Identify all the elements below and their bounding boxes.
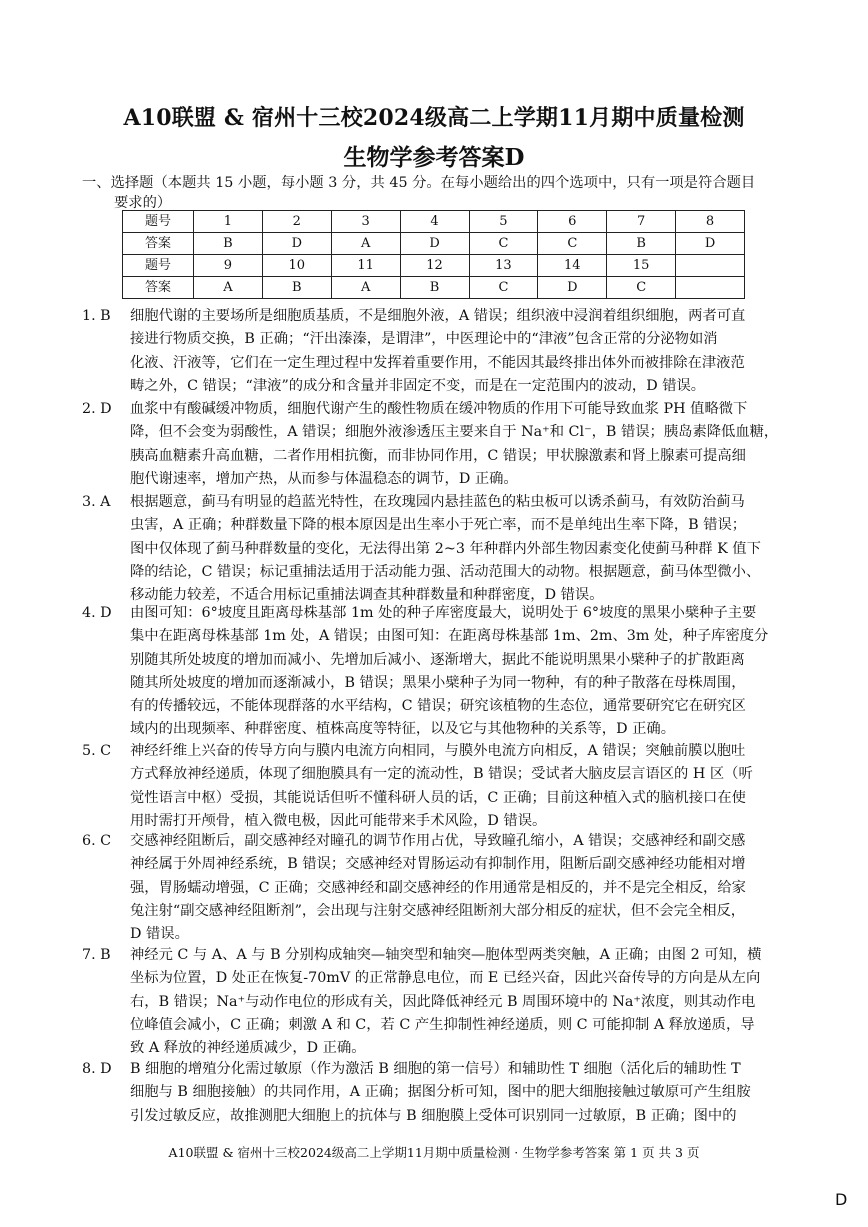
- answer-table-cell: 9: [194, 255, 263, 277]
- answer-table-cell: 14: [538, 255, 607, 277]
- section-heading: [82, 173, 782, 213]
- answer-table-cell: 11: [331, 255, 400, 277]
- answer-table-cell: D: [262, 233, 331, 255]
- document-title: A10联盟 & 宿州十三校2024级高二上学期11月期中质量检测: [123, 105, 745, 131]
- answer-table-cell: 2: [262, 211, 331, 233]
- answer-table-cell: 12: [400, 255, 469, 277]
- item-explanation: 根据题意，蓟马有明显的趋蓝光特性，在玫瑰园内悬挂蓝色的粘虫板可以诱杀蓟马，有效防治蓟马 虫害，A 正确；种群数量下降的根本原因是出生率小于死亡率，而不是单纯出生率下降，B 错误； 图中仅体现了蓟马种群数量的变化，无法得出第 2~3 年种群内外部生物因素变化使蓟马种群 K 值下 降的结论，C 错误；标记重捕法适用于活动能力强、活动范围大的动物。根据题意，蓟马体型微小、 移动能力较差，不适合用标记重捕法调查其种群数量和种群密度，D 错误。: [130, 494, 761, 604]
- corner-mark: D: [835, 1190, 848, 1209]
- answer-item-3: [82, 491, 785, 607]
- section-heading-line1: 一、选择题（本题共 15 小题，每小题 3 分，共 45 分。在每小题给出的四个选项中，只有一项是符合题目: [82, 175, 756, 191]
- item-explanation: 血浆中有酸碱缓冲物质，细胞代谢产生的酸性物质在缓冲物质的作用下可能导致血浆 PH 值略微下 降，但不会变为弱酸性，A 错误；细胞外液渗透压主要来自于 Na⁺和 Cl⁻，B 错误；胰岛素降低血糖， 胰高血糖素升高血糖，二者作用相抗衡，而非协同作用，C 错误；甲状腺激素和肾上腺素可提高细 胞代谢速率，增加产热，从而参与体温稳态的调节，D 正确。: [130, 401, 779, 487]
- answer-table-row: [123, 277, 745, 299]
- item-number: 3. A: [82, 494, 111, 510]
- answer-table-cell: 15: [607, 255, 676, 277]
- item-number: 5. C: [82, 743, 112, 759]
- section-heading-line2: 要求的）: [114, 195, 172, 211]
- answer-table-cell: B: [262, 277, 331, 299]
- answer-table-cell: 3: [331, 211, 400, 233]
- answer-table-cell: C: [538, 233, 607, 255]
- page-footer: A10联盟 & 宿州十三校2024级高二上学期11月期中质量检测 · 生物学参考答案 第 1 页 共 3 页: [168, 1145, 700, 1160]
- answer-item-6: [82, 830, 785, 946]
- answer-table-cell: 7: [607, 211, 676, 233]
- item-number: 4. D: [82, 605, 112, 621]
- answer-table-cell: 10: [262, 255, 331, 277]
- item-explanation: 交感神经阻断后，副交感神经对瞳孔的调节作用占优，导致瞳孔缩小，A 错误；交感神经和副交感 神经属于外周神经系统，B 错误；交感神经对胃肠运动有抑制作用，阻断后副交感神经功能相对增 强，胃肠蠕动增强，C 正确；交感神经和副交感神经的作用通常是相反的，并不是完全相反，给家 兔注射“副交感神经阻断剂”，会出现与注射交感神经阻断剂大部分相反的症状，但不会完全相反， D 错误。: [130, 833, 746, 943]
- answer-table-cell: B: [400, 277, 469, 299]
- answer-table-cell: 6: [538, 211, 607, 233]
- answer-table-header-cell: 题号: [123, 211, 194, 233]
- answer-table-cell: 4: [400, 211, 469, 233]
- answer-table-cell: A: [194, 277, 263, 299]
- item-number: 6. C: [82, 833, 112, 849]
- answer-table-cell: B: [607, 233, 676, 255]
- answer-table-cell: D: [400, 233, 469, 255]
- answer-item-8: [82, 1058, 785, 1128]
- answer-table-header-cell: 答案: [123, 277, 194, 299]
- answer-table-cell: D: [676, 233, 745, 255]
- item-number: 2. D: [82, 401, 112, 417]
- answer-item-1: [82, 305, 785, 398]
- answer-table-cell: A: [331, 277, 400, 299]
- answer-item-4: [82, 602, 785, 742]
- answer-table: [122, 210, 745, 299]
- item-explanation: 神经纤维上兴奋的传导方向与膜内电流方向相同，与膜外电流方向相反，A 错误；突触前膜以胞吐 方式释放神经递质，体现了细胞膜具有一定的流动性，B 错误；受试者大脑皮层言语区的 H 区（听 觉性语言中枢）受损，其能说话但听不懂科研人员的话，C 正确；目前这种植入式的脑机接口在使 用时需打开颅骨，植入微电极，因此可能带来手术风险，D 错误。: [130, 743, 753, 829]
- answer-table-header-cell: 答案: [123, 233, 194, 255]
- answer-table-cell: C: [469, 277, 538, 299]
- item-explanation: 神经元 C 与 A、A 与 B 分别构成轴突—轴突型和轴突—胞体型两类突触，A 正确；由图 2 可知，横 坐标为位置，D 处正在恢复-70mV 的正常静息电位，而 E 已经兴奋，因此兴奋传导的方向是从左向 右，B 错误；Na⁺与动作电位的形成有关，因此降低神经元 B 周围环境中的 Na⁺浓度，则其动作电 位峰值会减小，C 正确；刺激 A 和 C，若 C 产生抑制性神经递质，则 C 可能抑制 A 释放递质，导 致 A 释放的神经递质减少，D 正确。: [130, 947, 762, 1057]
- answer-table-cell: 5: [469, 211, 538, 233]
- answer-table-cell: 8: [676, 211, 745, 233]
- item-explanation: B 细胞的增殖分化需过敏原（作为激活 B 细胞的第一信号）和辅助性 T 细胞（活化后的辅助性 T 细胞与 B 细胞接触）的共同作用，A 正确；据图分析可知，图中的肥大细胞接触过敏原可产生组胺 引发过敏反应，故推测肥大细胞上的抗体与 B 细胞膜上受体可识别同一过敏原，B 正确；图中的: [130, 1061, 751, 1124]
- item-explanation: 细胞代谢的主要场所是细胞质基质，不是细胞外液，A 错误；组织液中浸润着组织细胞，两者可直 接进行物质交换，B 正确；“汗出溱溱，是谓津”，中医理论中的“津液”包含正常的分泌物如消 化液、汗液等，它们在一定生理过程中发挥着重要作用，不能因其最终排出体外而被排除在津液范 畴之外，C 错误；“津液”的成分和含量并非固定不变，而是在一定范围内的波动，D 错误。: [130, 308, 746, 394]
- item-explanation: 由图可知：6°坡度且距离母株基部 1m 处的种子库密度最大，说明处于 6°坡度的黑果小檗种子主要 集中在距离母株基部 1m 处，A 错误；由图可知：在距离母株基部 1m、2m、3m 处，种子库密度分 别随其所处坡度的增加而减小、先增加后减小、逐渐增大，据此不能说明黑果小檗种子的扩散距离 随其所处坡度的增加而逐渐减小，B 错误；黑果小檗种子为同一物种，有的种子散落在母株周围， 有的传播较远，不能体现群落的水平结构，C 错误；研究该植物的生态位，通常要研究它在研究区 域内的出现频率、种群密度、植株高度等特征，以及它与其他物种的关系等，D 正确。: [130, 605, 769, 738]
- answer-table-cell: C: [469, 233, 538, 255]
- item-number: 7. B: [82, 947, 111, 963]
- answer-table-cell: D: [538, 277, 607, 299]
- answer-table-cell: B: [194, 233, 263, 255]
- item-number: 8. D: [82, 1061, 112, 1077]
- answer-table-header-cell: 题号: [123, 255, 194, 277]
- answer-table-cell: [676, 255, 745, 277]
- answer-table-cell: 13: [469, 255, 538, 277]
- answer-table-cell: C: [607, 277, 676, 299]
- answer-table-row: [123, 255, 745, 277]
- item-number: 1. B: [82, 308, 111, 324]
- answer-table-cell: 1: [194, 211, 263, 233]
- answer-item-2: [82, 398, 785, 491]
- document-subtitle: 生物学参考答案D: [343, 144, 525, 171]
- answer-table-row: [123, 233, 745, 255]
- answer-table-cell: A: [331, 233, 400, 255]
- answer-table-cell: [676, 277, 745, 299]
- answer-table-row: [123, 211, 745, 233]
- answer-item-7: [82, 944, 785, 1060]
- answer-item-5: [82, 740, 785, 833]
